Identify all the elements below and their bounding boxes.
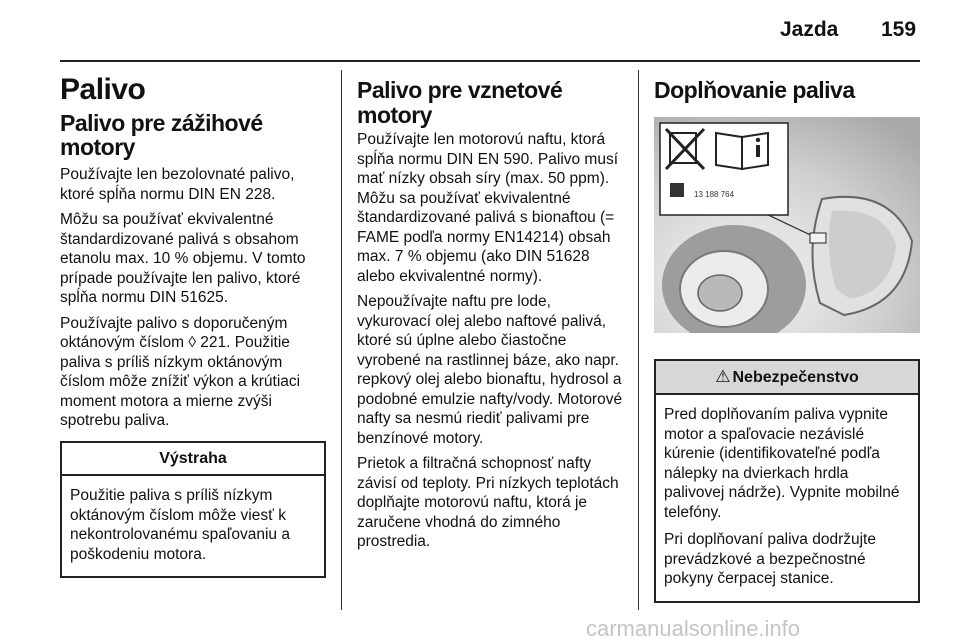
section-title-refuelling: Doplňovanie paliva [654, 77, 855, 103]
paragraph: Nepoužívajte naftu pre lode, vykurovací olej alebo naftové palivá, ktoré sú úplne alebo čiastočne vyrobené na rastlinnej báze, ako napr. repkový olej alebo bionaftu, hydrosol a podobné emulzie nafty/vody. Motorové nafty sa nesmú riediť palivami pre benzínové motory. [357, 293, 623, 447]
column-2 [357, 70, 623, 558]
heater-sticker [660, 123, 788, 215]
header-title: Jazda [780, 18, 839, 41]
paragraph: Používajte len motorovú naftu, ktorá spĺňa normu DIN EN 590. Palivo musí mať nízky obsah síry (max. 50 ppm). Môžu sa používať ekvivalentné štandardizované palivá s bionaftou (= FAME podľa normy EN14214) obsah max. 7 % objemu (ako DIN 51628 alebo ekvivalentné normy). [357, 131, 619, 285]
caution-text: Použitie paliva s príliš nízkym oktánovým číslom môže viesť k nekontrolovanému spaľovaniu a poškodeniu motora. [70, 487, 290, 563]
figure-label: 13 188 764 [694, 190, 735, 199]
sticker-mark-icon [670, 183, 684, 197]
page-number: 159 [881, 18, 917, 41]
paragraph: Používajte palivo s doporučeným oktánovým číslom ◊ 221. Použitie paliva s príliš nízkym oktánovým číslom môže znížiť výkon a krútiaci moment motora a mierne zvýši spotrebu paliva. [60, 314, 301, 429]
paragraph: Môžu sa používať ekvivalentné štandardizované palivá s obsahom etanolu max. 10 % objemu. V tomto prípade používajte len palivo, ktoré spĺňa normu DIN 51625. [60, 211, 306, 306]
watermark: carmanualsonline.info [586, 616, 801, 641]
danger-header [656, 361, 918, 396]
column-3 [654, 70, 920, 603]
danger-title: Nebezpečenstvo [732, 368, 859, 386]
warning-icon: ⚠ [715, 366, 731, 386]
paragraph: Používajte len bezolovnaté palivo, ktoré spĺňa normu DIN EN 228. [60, 166, 295, 203]
fuel-filler-flap-illustration [654, 117, 920, 333]
subsection-title-petrol: Palivo pre zážihové motory [60, 110, 263, 160]
column-divider [638, 70, 639, 610]
column-divider [341, 70, 342, 610]
subsection-title-diesel: Palivo pre vznetové motory [357, 77, 563, 128]
caution-box [60, 441, 326, 579]
column-1 [60, 70, 326, 578]
danger-text: Pred doplňovaním paliva vypnite motor a spaľovacie nezávislé kúrenie (identifikovateľné podľa nálepky na dvierkach hrdla palivovej nádrže). Vypnite mobilné telefóny. [664, 406, 900, 521]
header-rule [60, 60, 920, 62]
danger-text: Pri doplňovaní paliva dodržujte prevádzkové a bezpečnostné pokyny čerpacej stanice. [664, 531, 876, 587]
section-title-fuel: Palivo [60, 73, 146, 106]
caution-title: Výstraha [62, 443, 324, 477]
danger-box [654, 359, 920, 603]
paragraph: Prietok a filtračná schopnosť nafty závisí od teploty. Pri nízkych teplotách doplňajte motorovú naftu, ktorá je zaručene vhodná do zimného prostredia. [357, 455, 619, 550]
